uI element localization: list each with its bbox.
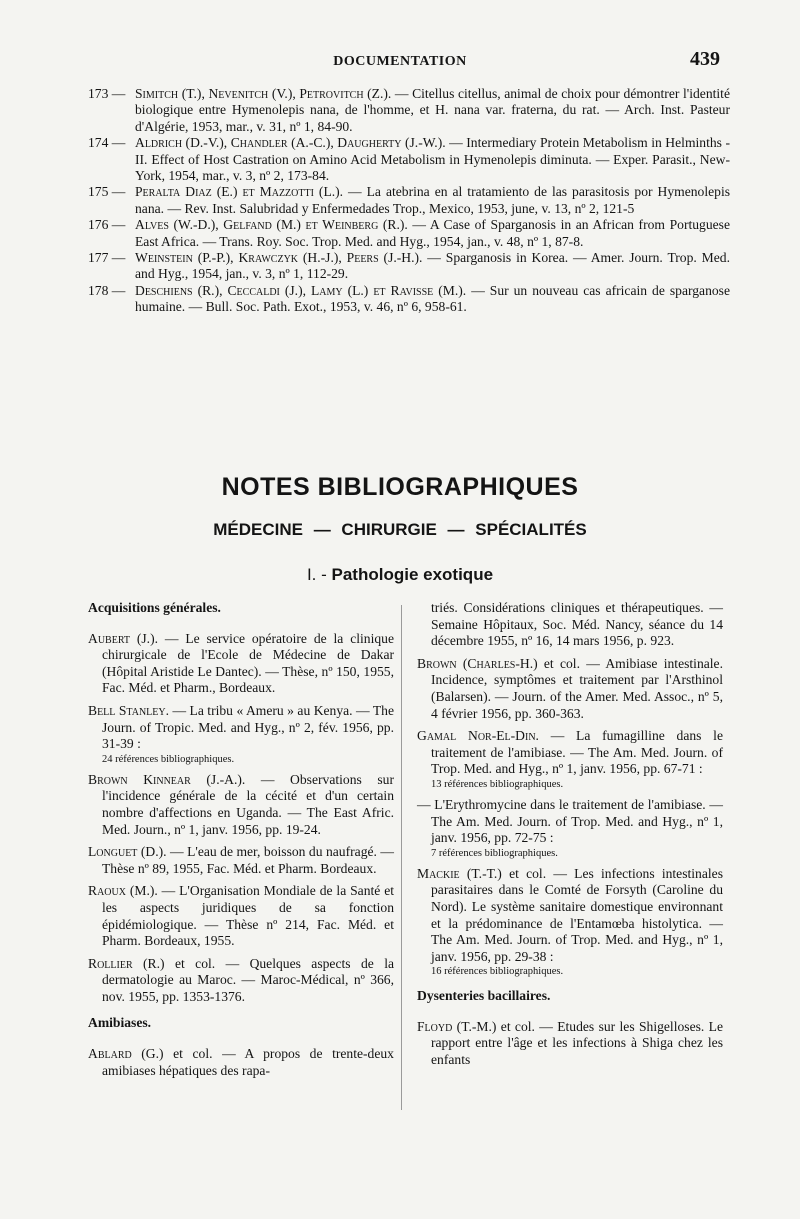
reference-item — [78, 86, 730, 135]
reference-authors: Deschiens (R.), Ceccaldi (J.), Lamy (L.) et Ravisse (M.). — [135, 282, 467, 298]
entry-author: Gamal Nor-El-Din. — [417, 728, 539, 744]
entry-text: — L'Organisation Mondiale de la Santé et les aspects juridiques de sa fonction épidémiologique. — Thèse nº 214, Fac. Méd. et Pharm. Bordeaux, 1955. — [102, 883, 395, 949]
reference-authors: Weinstein (P.-P.), Krawczyk (H.-J.), Peers (J.-H.). — [135, 250, 423, 266]
entry-text: et col. — A propos de trente-deux amibiases hépatiques des rapa- — [102, 1046, 394, 1078]
entry-text: et col. — Amibiase intestinale. Incidence, symptômes et traitement par l'Arsthinol (Balarsen). — Journ. of the Amer. Med. Assoc., nº 5, 4 février 1956, pp. 360-363. — [431, 655, 723, 721]
subsection-heading: Dysenteries bacillaires. — [417, 988, 551, 1004]
reference-authors: Aldrich (D.-V.), Chandler (A.-C.), Daugherty (J.-W.). — [135, 135, 446, 151]
bibliography-entry — [417, 866, 723, 979]
entry-author: Aubert (J.). — [88, 630, 158, 646]
continued-entry: triés. Considérations cliniques et thérapeutiques. — Semaine Hôpitaux, Soc. Méd. Nancy, séance du 14 décembre 1955, nº 16, 14 mars 1956, p. 923. — [431, 600, 723, 649]
entry-text: — L'eau de mer, boisson du naufragé. — Thèse nº 89, 1955, Fac. Méd. et Pharm. Bordeaux. — [102, 844, 394, 876]
main-heading: NOTES BIBLIOGRAPHIQUES — [221, 473, 579, 501]
section-number: I. - — [306, 565, 327, 584]
reference-number: 178 — — [88, 282, 126, 298]
page-number: 439 — [690, 48, 720, 70]
bibliography-entry — [88, 883, 394, 949]
entry-text: et col. — Les infections intestinales parasitaires dans le Comté de Forsyth (Caroline du Nord). Le système sanitaire domestique environnant et la prédominance de l'Entamœba histolytica. — The Am. Med. Journ. of Trop. Med. and Hyg., nº 1, janv. 1956, pp. 29-38 : — [431, 865, 723, 964]
reference-authors: Alves (W.-D.), Gelfand (M.) et Weinberg (R.). — [135, 217, 408, 233]
entry-author: Brown (Charles-H.) — [417, 655, 538, 671]
bibliography-entry — [417, 728, 723, 791]
reference-text: — Sparganosis in Korea. — Amer. Journ. Trop. Med. and Hyg., 1954, jan., v. 3, nº 1, 112-29. — [135, 250, 730, 282]
reference-item — [78, 135, 730, 184]
bibliography-entry — [88, 631, 394, 697]
reference-number: 177 — — [88, 250, 126, 266]
reference-item — [78, 283, 730, 316]
entry-note: 13 références bibliographiques. — [431, 778, 564, 790]
entry-note: 7 références bibliographiques. — [431, 847, 558, 859]
reference-number: 174 — — [88, 135, 126, 151]
bibliography-entry — [88, 1046, 394, 1079]
bibliography-entry — [417, 1019, 723, 1069]
reference-number: 173 — — [88, 86, 126, 101]
reference-text: — Sur un nouveau cas africain de sparganose humaine. — Bull. Soc. Path. Exot., 1953, v. 46, nº 6, 958-61. — [135, 282, 731, 315]
running-header — [80, 50, 720, 74]
entry-text: et col. — Quelques aspects de la dermatologie au Maroc. — Maroc-Médical, nº 366, nov. 1955, pp. 1353-1376. — [102, 955, 395, 1004]
subsection-heading: Amibiases. — [88, 1015, 152, 1031]
reference-text: — A Case of Sparganosis in an African from Portuguese East Africa. — Trans. Roy. Soc. Trop. Med. and Hyg., 1954, jan., v. 48, nº 1, 87-8. — [135, 217, 731, 249]
bibliography-entry — [88, 703, 394, 766]
section-heading — [0, 565, 800, 585]
entry-author: Longuet (D.). — [88, 844, 167, 860]
reference-number: 176 — — [88, 217, 126, 233]
reference-authors: Simitch (T.), Nevenitch (V.), Petrovitch (Z.). — [135, 86, 392, 101]
bibliography-entry — [88, 956, 394, 1006]
reference-text: — Intermediary Protein Metabolism in Helminths - II. Effect of Host Castration on Amino Acid Metabolism in Hymenolepis diminuta. — Exper. Parasit., New-York, 1954, mar., v. 3, nº 2, 173-84. — [135, 135, 730, 184]
entry-author: Raoux (M.). — [88, 883, 158, 899]
entry-author: Brown Kinnear (J.-A.). — [88, 771, 246, 787]
entry-text: et col. — Etudes sur les Shigelloses. Le rapport entre l'âge et les infections à Shiga chez les enfants — [431, 1018, 723, 1068]
left-column — [88, 600, 394, 1085]
reference-number: 175 — — [88, 184, 126, 200]
entry-note: 24 références bibliographiques. — [102, 753, 235, 765]
entry-text: — La tribu « Ameru » au Kenya. — The Journ. of Tropic. Med. and Hyg., nº 2, fév. 1956, pp. 31-39 : — [102, 702, 394, 752]
reference-text: — Citellus citellus, animal de choix pour démontrer l'identité biologique entre Hymenolepis nana, de l'homme, et H. nana var. fraterna, du rat. — Arch. Inst. Pasteur d'Algérie, 1953, mar., v. 31, nº 1, 84-90. — [135, 86, 730, 134]
entry-author: Ablard (G.) — [88, 1046, 164, 1062]
reference-text: — La atebrina en al tratamiento de las parasitosis por Hymenolepis nana. — Rev. Inst. Salubridad y Enfermedades Trop., Mexico, 1953, june, v. 13, nº 2, 121-5 — [135, 184, 731, 216]
column-divider — [401, 605, 402, 1110]
entry-text: — L'Erythromycine dans le traitement de l'amibiase. — The Am. Med. Journ. of Trop. Med. and Hyg., nº 1, janv. 1956, pp. 72-75 : — [417, 796, 723, 846]
section-title: Pathologie exotique — [331, 565, 494, 584]
right-column — [417, 600, 723, 1075]
bibliography-entry — [88, 772, 394, 838]
entry-author: Bell Stanley. — [88, 702, 169, 718]
entry-author: Rollier (R.) — [88, 955, 165, 971]
subsection-heading: Acquisitions générales. — [88, 600, 221, 615]
reference-item — [78, 250, 730, 283]
reference-item — [78, 217, 730, 250]
entry-note: 16 références bibliographiques. — [431, 966, 564, 978]
reference-item — [78, 184, 730, 217]
entry-author: Mackie (T.-T.) — [417, 865, 502, 881]
entry-author: Floyd (T.-M.) — [417, 1018, 497, 1034]
bibliography-entry — [88, 844, 394, 877]
entry-text: — Le service opératoire de la clinique chirurgicale de l'Ecole de Médecine de Dakar (Hôpital Aristide Le Dantec). — Thèse, nº 150, 1955, Fac. Méd. et Pharm., Bordeaux. — [102, 630, 394, 696]
sub-heading: MÉDECINE — CHIRURGIE — SPÉCIALITÉS — [213, 520, 587, 539]
entry-text: — La fumagilline dans le traitement de l'amibiase. — The Am. Med. Journ. of Trop. Med. and Hyg., nº 1, janv. 1956, pp. 67-71 : — [431, 728, 723, 777]
reference-list — [78, 86, 730, 316]
bibliography-entry — [417, 797, 723, 860]
header-title: DOCUMENTATION — [333, 54, 467, 69]
reference-authors: Peralta Diaz (E.) et Mazzotti (L.). — [135, 184, 344, 200]
entry-text: — Observations sur l'incidence générale de la cécité et d'un certain nombre d'affections en Uganda. — The East Afric. Med. Journ., nº 1, janv. 1956, pp. 19-24. — [102, 771, 394, 837]
bibliography-entry — [417, 656, 723, 722]
